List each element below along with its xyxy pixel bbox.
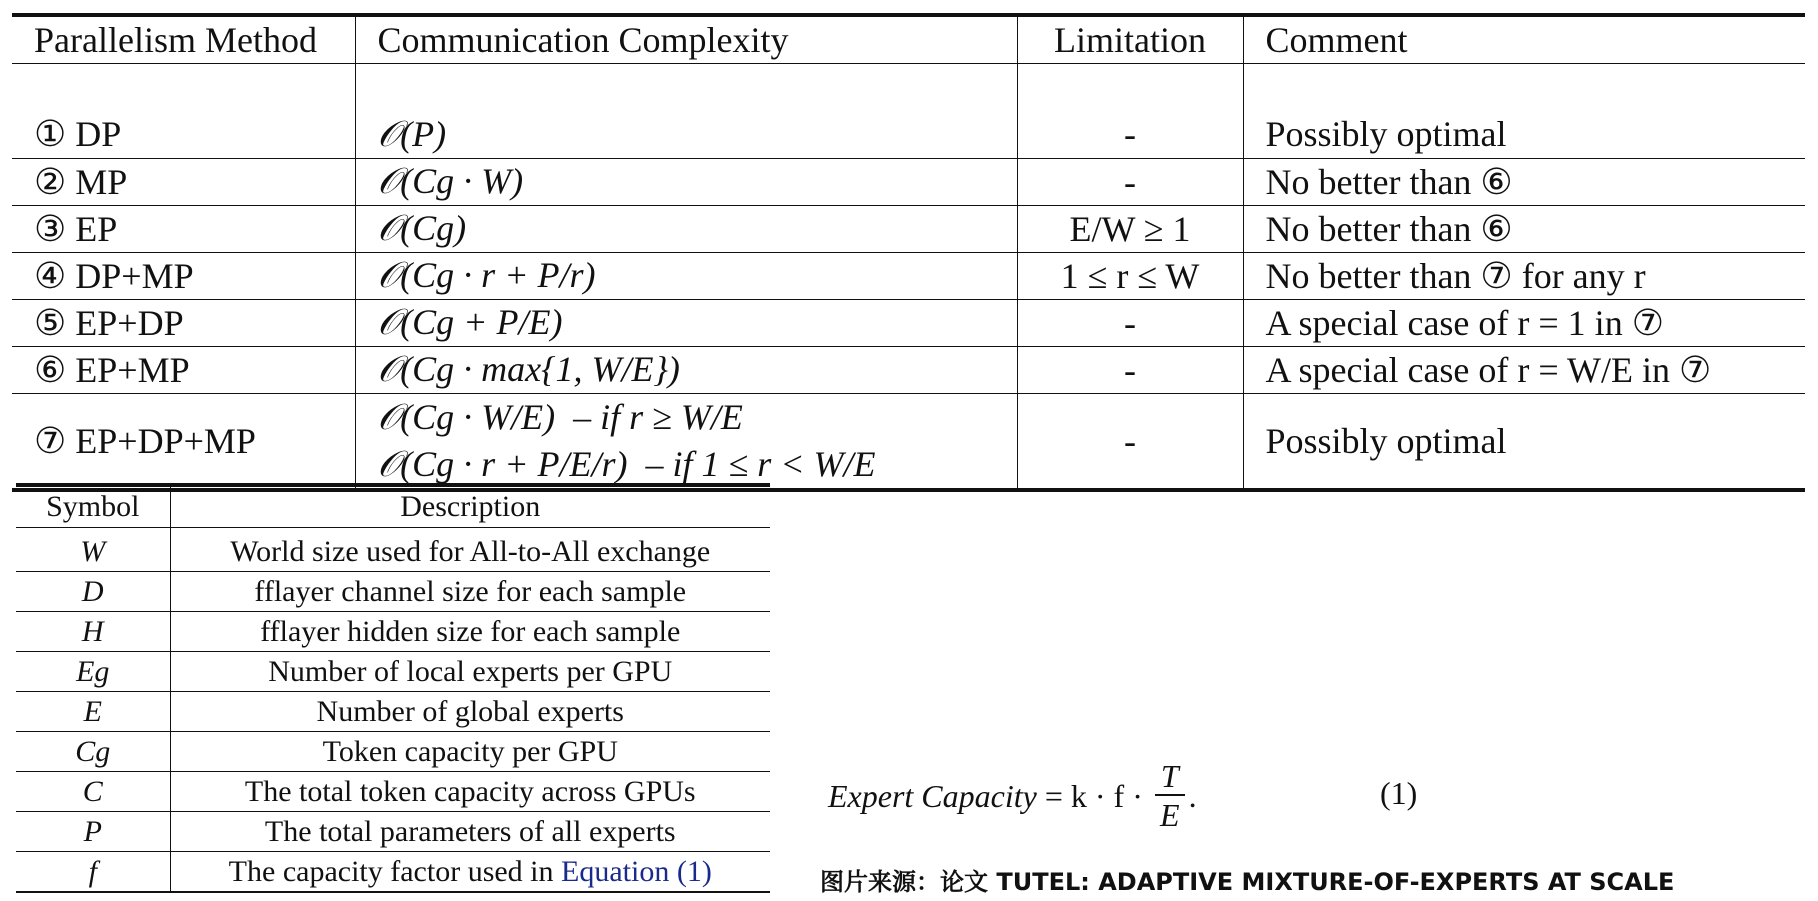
table1-row [12, 393, 1805, 490]
complexity-cell [355, 393, 1017, 490]
table1-header-row [12, 15, 1805, 63]
table2-row [16, 652, 770, 692]
equation-reference-link[interactable]: Equation (1) [561, 854, 712, 888]
table2-row [16, 812, 770, 852]
table1-row [12, 158, 1805, 205]
table2-row [16, 692, 770, 732]
symbol-cell: P [83, 814, 102, 848]
limitation-cell: E/W ≥ 1 [1017, 205, 1243, 252]
description-text: Number of local experts per GPU [268, 654, 673, 688]
symbol-cell: E [83, 694, 102, 728]
description-text: Token capacity per GPU [322, 734, 618, 768]
description-cell [170, 652, 770, 692]
limitation-cell: - [1017, 299, 1243, 346]
complexity-line: 𝒪(Cg) [377, 208, 467, 248]
complexity-cell [355, 252, 1017, 299]
symbol-cell: Cg [75, 734, 111, 768]
parallelism-comparison-table [12, 13, 1805, 492]
limitation-cell: - [1017, 346, 1243, 393]
equation-denominator: E [1159, 797, 1180, 833]
table1-header-method: Parallelism Method [12, 15, 355, 63]
description-text: The total parameters of all experts [264, 814, 676, 848]
table2-header-symbol: Symbol [16, 485, 170, 528]
table1-row [12, 346, 1805, 393]
equation-number: (1) [1380, 775, 1418, 811]
complexity-line: 𝒪(Cg + P/E) [377, 302, 563, 342]
complexity-line: 𝒪(Cg · r + P/E/r) – if 1 ≤ r < W/E [377, 443, 876, 484]
table1-header-complexity: Communication Complexity [355, 15, 1017, 63]
complexity-line: 𝒪(Cg · max{1, W/E}) [377, 349, 680, 389]
complexity-cell [355, 205, 1017, 252]
method-cell: ⑤ EP+DP [34, 302, 184, 343]
equation-fraction [1155, 758, 1185, 834]
complexity-cell [355, 158, 1017, 205]
table2-row [16, 852, 770, 893]
equation-rhs-prefix: = k · f · [1036, 777, 1151, 814]
source-caption: 图片来源：论文 TUTEL: ADAPTIVE MIXTURE-OF-EXPERTS AT SCALE [820, 868, 1675, 896]
complexity-line: 𝒪(Cg · W) [377, 161, 524, 201]
description-cell [170, 852, 770, 893]
comment-cell: Possibly optimal [1243, 111, 1805, 158]
comment-cell: No better than ⑥ [1243, 205, 1805, 252]
equation-suffix: . [1188, 777, 1197, 814]
description-text: The capacity factor used in [228, 854, 562, 888]
table1-header-limitation: Limitation [1017, 15, 1243, 63]
method-cell: ③ EP [34, 208, 118, 249]
table1-row [12, 299, 1805, 346]
method-cell: ① DP [34, 114, 122, 155]
complexity-cell [355, 299, 1017, 346]
table1-header-gap [12, 63, 1805, 111]
expert-capacity-equation [828, 756, 1528, 836]
description-text: World size used for All-to-All exchange [230, 534, 711, 568]
description-cell [170, 572, 770, 612]
symbol-table [16, 483, 770, 893]
comment-cell: A special case of r = W/E in ⑦ [1243, 346, 1805, 393]
complexity-line: 𝒪(P) [377, 113, 447, 154]
description-text: Number of global experts [316, 694, 624, 728]
table1-row [12, 205, 1805, 252]
method-cell: ② MP [34, 161, 128, 202]
description-cell [170, 812, 770, 852]
method-cell: ⑦ EP+DP+MP [34, 420, 256, 461]
table1-header-comment: Comment [1243, 15, 1805, 63]
symbol-cell: C [82, 774, 103, 808]
comment-cell: No better than ⑥ [1243, 158, 1805, 205]
equation-lhs: Expert Capacity [828, 777, 1037, 814]
table2-header-description: Description [170, 485, 770, 528]
table2-header-row [16, 485, 770, 528]
table2-row [16, 572, 770, 612]
comment-cell: A special case of r = 1 in ⑦ [1243, 299, 1805, 346]
limitation-cell: - [1017, 111, 1243, 158]
symbol-cell: H [81, 614, 104, 648]
method-cell: ④ DP+MP [34, 255, 194, 296]
description-text: fflayer hidden size for each sample [260, 614, 681, 648]
symbol-cell: Eg [76, 654, 110, 688]
description-text: fflayer channel size for each sample [254, 574, 687, 608]
description-cell [170, 692, 770, 732]
limitation-cell: 1 ≤ r ≤ W [1017, 252, 1243, 299]
comment-cell: Possibly optimal [1243, 393, 1805, 490]
complexity-cell [355, 111, 1017, 158]
complexity-line: 𝒪(Cg · r + P/r) [377, 255, 596, 295]
symbol-cell: f [88, 854, 97, 888]
description-cell [170, 532, 770, 572]
method-cell: ⑥ EP+MP [34, 349, 190, 390]
table2-row [16, 732, 770, 772]
symbol-cell: W [80, 534, 106, 568]
table2-row [16, 772, 770, 812]
description-cell [170, 612, 770, 652]
description-cell [170, 732, 770, 772]
complexity-cell [355, 346, 1017, 393]
limitation-cell: - [1017, 393, 1243, 490]
equation-numerator: T [1155, 758, 1185, 796]
table1-row [12, 252, 1805, 299]
complexity-line: 𝒪(Cg · W/E) – if r ≥ W/E [377, 396, 743, 437]
table2-row [16, 612, 770, 652]
description-text: The total token capacity across GPUs [244, 774, 696, 808]
comment-cell: No better than ⑦ for any r [1243, 252, 1805, 299]
table2-row [16, 532, 770, 572]
description-cell [170, 772, 770, 812]
table1-row [12, 111, 1805, 158]
limitation-cell: - [1017, 158, 1243, 205]
symbol-cell: D [81, 574, 104, 608]
